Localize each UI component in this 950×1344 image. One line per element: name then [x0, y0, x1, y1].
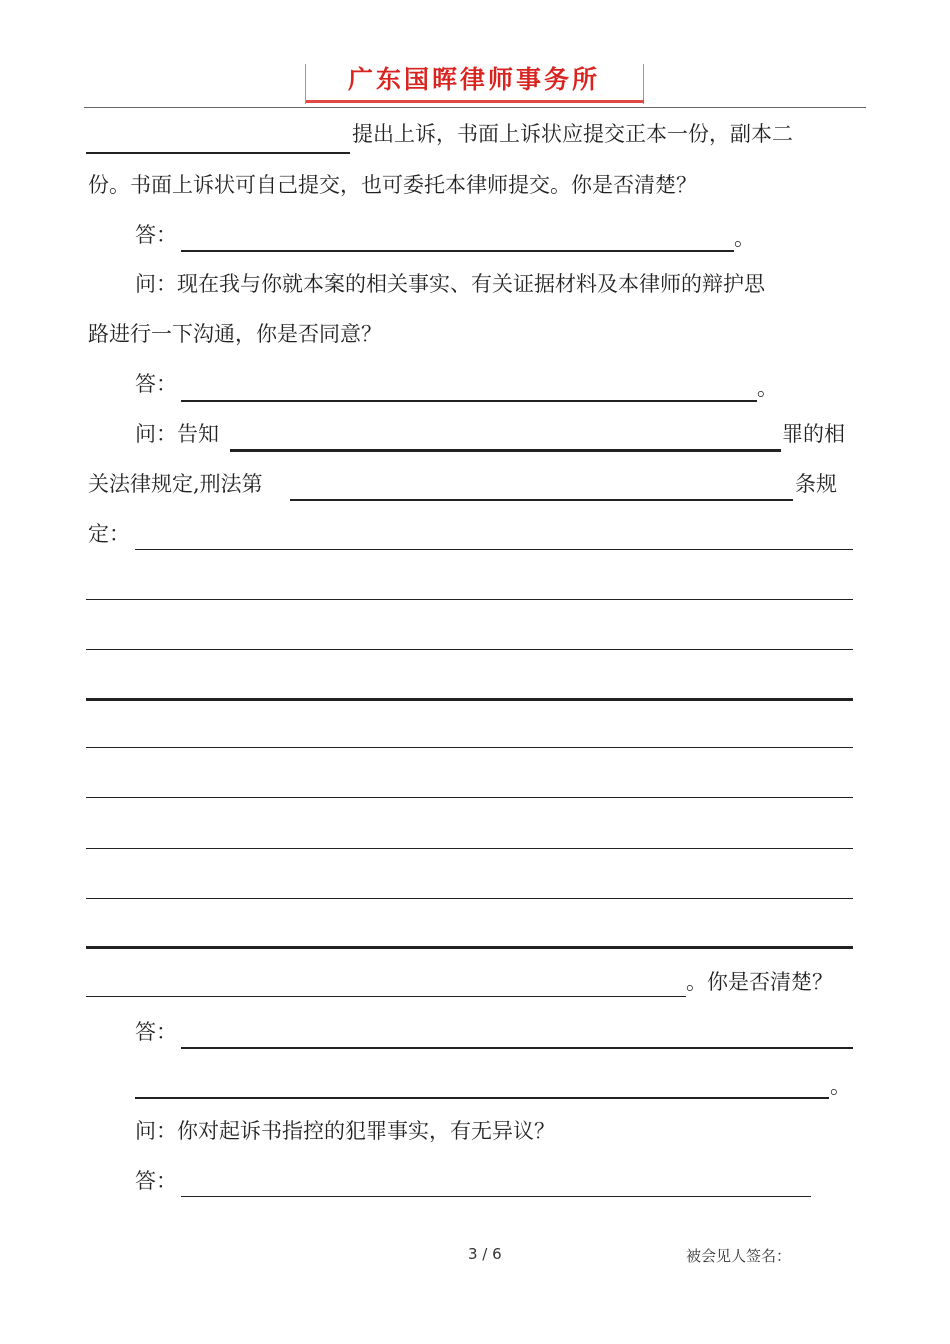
question-inform-suffix: 罪的相 — [782, 422, 845, 446]
period-mark: 。 — [734, 226, 755, 250]
answer-blank-line — [181, 1047, 853, 1049]
appeal-text-line2: 份。书面上诉状可自己提交，也可委托本律师提交。你是否清楚？ — [88, 173, 697, 197]
writing-line — [86, 848, 853, 849]
page-number: 3 / 6 — [468, 1245, 502, 1263]
answer-blank-line — [181, 250, 734, 252]
answer-label: 答： — [135, 1020, 177, 1044]
answer-blank-line — [181, 400, 757, 402]
header-rule — [84, 107, 866, 108]
writing-line — [86, 747, 853, 748]
provision-colon: 定： — [88, 522, 130, 546]
criminal-law-suffix: 条规 — [795, 472, 837, 496]
writing-line — [86, 946, 853, 949]
criminal-law-prefix: 关法律规定,刑法第 — [88, 472, 263, 496]
period-mark: 。 — [757, 376, 778, 400]
period-mark: 。 — [830, 1074, 851, 1098]
header-right-tick — [643, 64, 644, 104]
question-inform-prefix: 问：告知 — [135, 422, 219, 446]
firm-name-header: 广东国晖律师事务所 — [347, 65, 600, 94]
crime-name-blank-line — [230, 449, 781, 452]
answer-label: 答： — [135, 372, 177, 396]
writing-line — [86, 797, 853, 798]
writing-line — [86, 599, 853, 600]
signature-label: 被会见人签名： — [686, 1247, 792, 1265]
answer-label: 答： — [135, 1169, 177, 1193]
provision-blank-line — [135, 549, 853, 550]
question-indictment: 问：你对起诉书指控的犯罪事实，有无异议？ — [135, 1119, 555, 1143]
question-communication-line2: 路进行一下沟通，你是否同意？ — [88, 322, 382, 346]
article-number-blank-line — [290, 499, 793, 501]
writing-line — [86, 649, 853, 650]
appeal-text-line1: 提出上诉，书面上诉状应提交正本一份，副本二 — [352, 122, 793, 146]
answer-label: 答： — [135, 223, 177, 247]
header-red-underline — [306, 100, 644, 103]
clear-question: 。你是否清楚？ — [686, 970, 833, 994]
answer-blank-line — [181, 1196, 811, 1197]
blank-line-appeal-court — [86, 152, 350, 154]
question-communication-line1: 问：现在我与你就本案的相关事实、有关证据材料及本律师的辩护思 — [135, 272, 765, 296]
writing-line-short — [86, 996, 686, 997]
answer-blank-line-2 — [135, 1097, 829, 1099]
writing-line — [86, 698, 853, 701]
writing-line — [86, 898, 853, 899]
